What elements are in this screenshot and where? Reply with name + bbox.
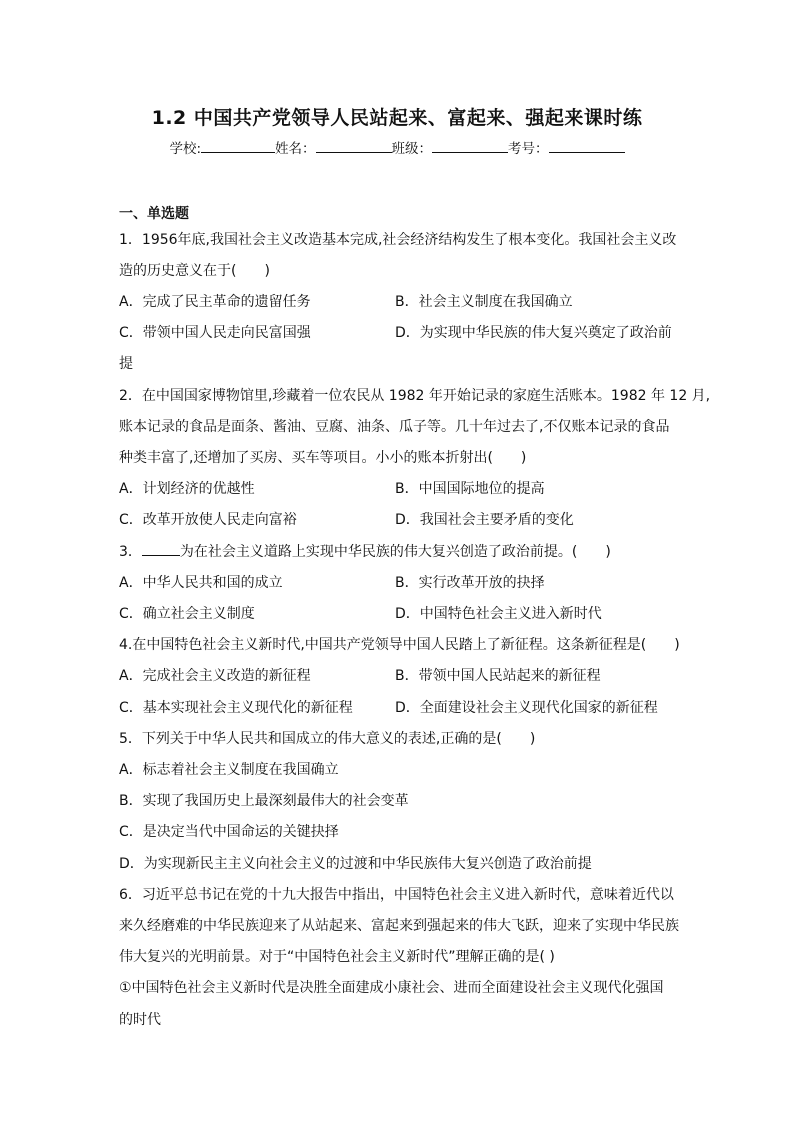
q1-option-b[interactable]: B．社会主义制度在我国确立 [395,294,573,310]
q3-option-b[interactable]: B．实行改革开放的抉择 [395,575,545,591]
q4-option-d[interactable]: D．全面建设社会主义现代化国家的新征程 [395,700,658,716]
q2-stem-line1: 2．在中国国家博物馆里,珍藏着一位农民从 1982 年开始记录的家庭生活账本。1982 年 12 月, [119,388,711,404]
q2-stem-line2: 账本记录的食品是面条、酱油、豆腐、油条、瓜子等。几十年过去了,不仅账本记录的食品 [119,419,670,435]
q2-stem-line3: 种类丰富了,还增加了买房、买车等项目。小小的账本折射出( ) [119,450,527,466]
q5-option-a[interactable]: A．标志着社会主义制度在我国确立 [119,762,339,778]
q4-option-c[interactable]: C．基本实现社会主义现代化的新征程 [119,700,353,716]
q5-option-b[interactable]: B．实现了我国历史上最深刻最伟大的社会变革 [119,793,409,809]
q1-option-c[interactable]: C．带领中国人民走向民富国强 [119,325,311,341]
class-label: 班级： [391,141,433,157]
q4-option-a[interactable]: A．完成社会主义改造的新征程 [119,668,311,684]
q3-option-a[interactable]: A．中华人民共和国的成立 [119,575,283,591]
school-field[interactable] [201,138,275,153]
q1-option-a[interactable]: A．完成了民主革命的遗留任务 [119,294,311,310]
q3-stem-text: 为在社会主义道路上实现中华民族的伟大复兴创造了政治前提。( ) [179,544,611,560]
q2-option-b[interactable]: B．中国国际地位的提高 [395,481,545,497]
q3-option-c[interactable]: C．确立社会主义制度 [119,606,255,622]
q6-statement-1: ①中国特色社会主义新时代是决胜全面建成小康社会、进而全面建设社会主义现代化强国 [119,980,664,996]
exam-no-label: 考号： [508,141,549,157]
name-field[interactable] [316,138,392,153]
section-heading: 一、单选题 [119,206,189,222]
q2-option-a[interactable]: A．计划经济的优越性 [119,481,255,497]
q1-stem-line2: 造的历史意义在于( ) [119,263,270,279]
name-label: 姓名： [275,141,316,157]
q4-option-b[interactable]: B．带领中国人民站起来的新征程 [395,668,601,684]
q3-option-d[interactable]: D．中国特色社会主义进入新时代 [395,606,602,622]
q3-number: 3． [119,544,142,560]
q3-answer-blank[interactable] [142,542,180,556]
q6-statement-1-cont: 的时代 [119,1012,161,1028]
q1-option-d[interactable]: D．为实现中华民族的伟大复兴奠定了政治前 [395,325,672,341]
q3-stem [119,541,611,561]
q5-option-d[interactable]: D．为实现新民主主义向社会主义的过渡和中华民族伟大复兴创造了政治前提 [119,856,592,872]
q2-option-c[interactable]: C．改革开放使人民走向富裕 [119,512,297,528]
q1-stem-line1: 1．1956年底,我国社会主义改造基本完成,社会经济结构发生了根本变化。我国社会主义改 [119,232,677,248]
q5-stem: 5．下列关于中华人民共和国成立的伟大意义的表述,正确的是( ) [119,731,536,747]
q4-stem: 4.在中国特色社会主义新时代,中国共产党领导中国人民踏上了新征程。这条新征程是( ) [119,637,680,653]
q2-option-d[interactable]: D．我国社会主要矛盾的变化 [395,512,574,528]
student-info-line [0,137,794,157]
exam-no-field[interactable] [549,138,625,153]
q6-stem-line1: 6．习近平总书记在党的十九大报告中指出，中国特色社会主义进入新时代，意味着近代以 [119,887,674,903]
q1-option-d-cont: 提 [119,356,133,372]
q6-stem-line3: 伟大复兴的光明前景。对于“中国特色社会主义新时代”理解正确的是( ) [119,949,555,965]
page-title: 1.2 中国共产党领导人民站起来、富起来、强起来课时练 [151,107,643,129]
school-label: 学校: [169,141,202,157]
q6-stem-line2: 来久经磨难的中华民族迎来了从站起来、富起来到强起来的伟大飞跃，迎来了实现中华民族 [119,918,679,934]
class-field[interactable] [432,138,508,153]
q5-option-c[interactable]: C．是决定当代中国命运的关键抉择 [119,824,339,840]
